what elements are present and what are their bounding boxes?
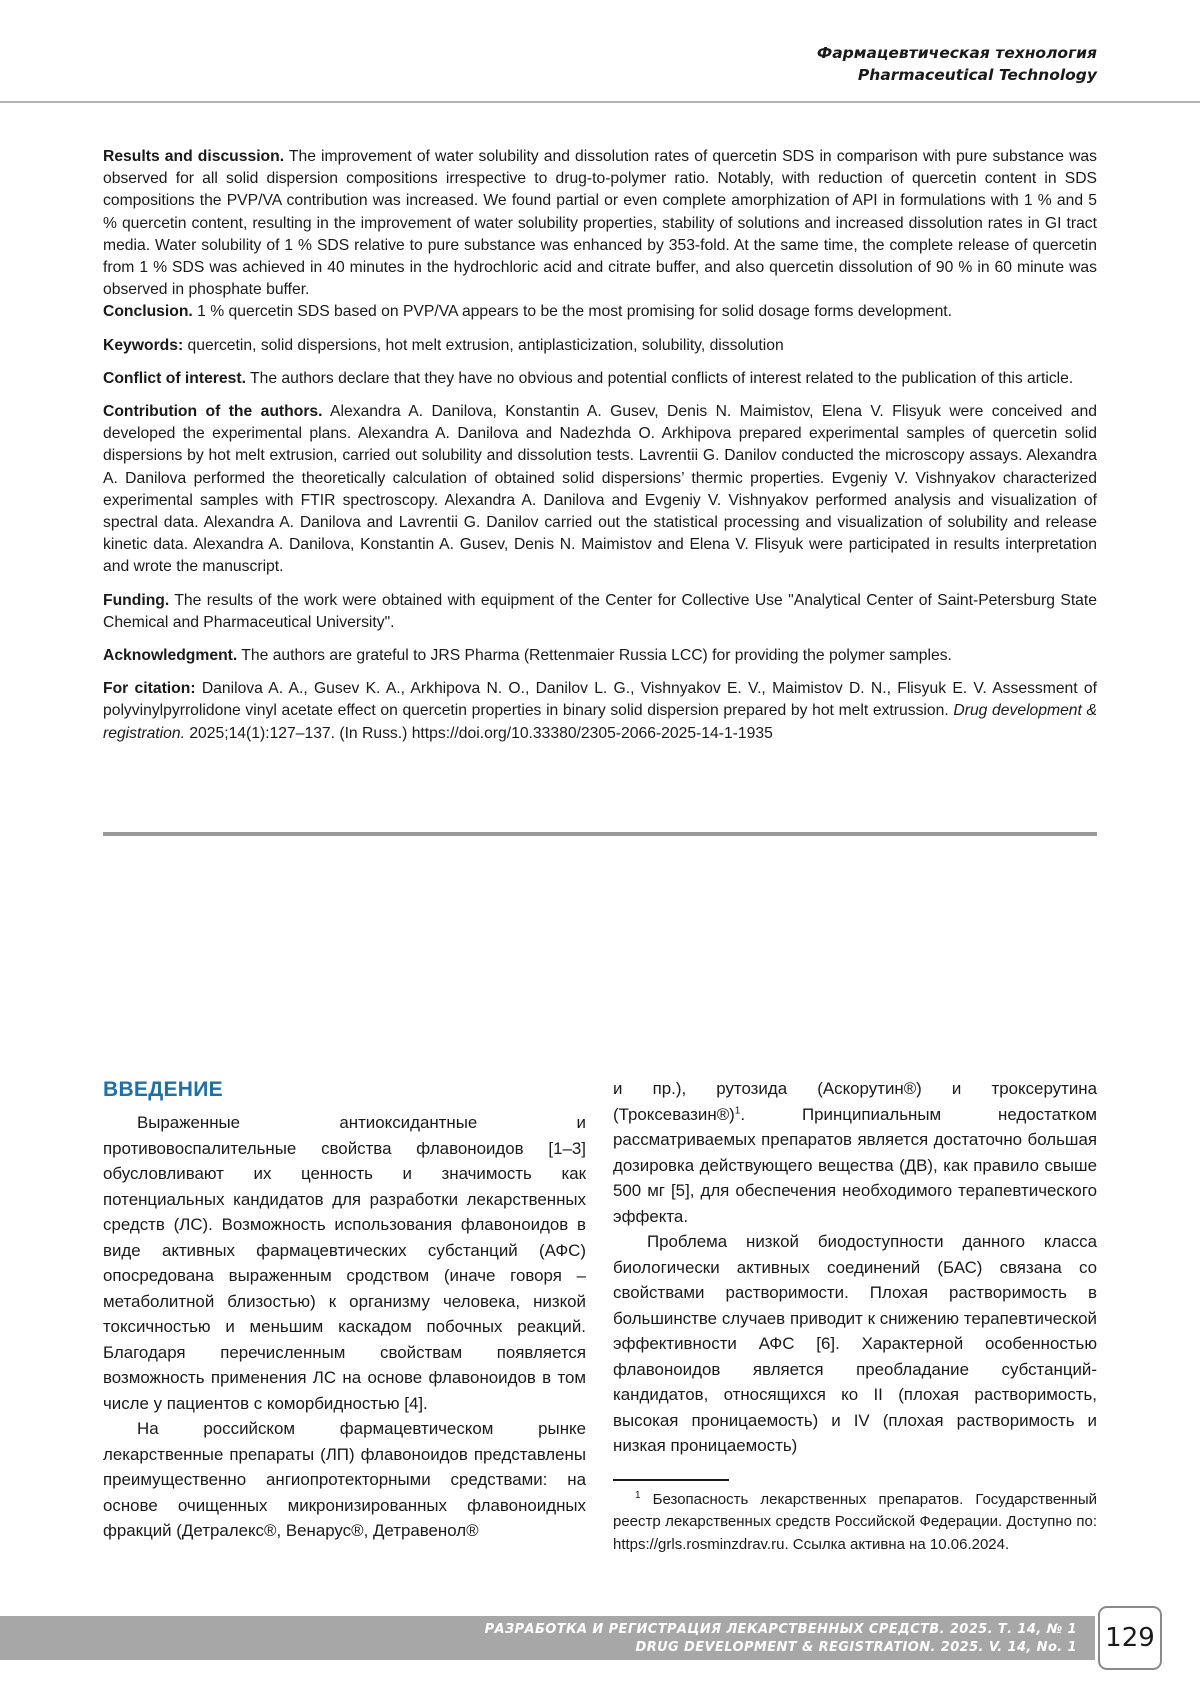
footer-journal-ru: РАЗРАБОТКА И РЕГИСТРАЦИЯ ЛЕКАРСТВЕННЫХ СРЕДСТВ. 2025. Т. 14, № 1 xyxy=(484,1622,1077,1637)
citation-journal: Drug development & registration. xyxy=(103,702,1098,742)
acknowledgment-label: Acknowledgment. xyxy=(103,647,238,665)
abstract-divider xyxy=(103,832,1097,836)
running-header xyxy=(817,42,1097,86)
intro-paragraph-2-continued xyxy=(613,1076,1097,1229)
intro-paragraph-1: Выраженные антиоксидантные и противовоспалительные свойства флавоноидов [1–3] обусловливают их ценность и значимость как потенциальных кандидатов для разработки лекарственных средств (ЛС). Возможность использования флавоноидов в виде активных фармацевтических субстанций (АФС) опосредована выраженным сродством (иначе говоря – метаболитной близостью) к организму человека, низкой токсичностью и меньшим каскадом побочных реакций. Благодаря перечисленным свойствам появляется возможность применения ЛС на основе флавоноидов в том числе у пациентов с коморбидностью [4]. xyxy=(103,1113,586,1413)
abstract-block xyxy=(103,146,1097,756)
footer-journal xyxy=(485,1621,1077,1657)
footnote-divider xyxy=(613,1479,729,1481)
body-column-right xyxy=(613,1076,1097,1556)
section-title-introduction: ВВЕДЕНИЕ xyxy=(103,1078,223,1101)
intro-paragraph-2-continued-b: . Принципиальным недостатком рассматриваемых препаратов является достаточно большая дозировка действующего вещества (ДВ), как правило свыше 500 мг [5], для обеспечения необходимого терапевтического эффекта. xyxy=(613,1104,1097,1226)
footer-journal-en: DRUG DEVELOPMENT & REGISTRATION. 2025. V. 14, No. 1 xyxy=(635,1640,1077,1655)
header-section-en: Pharmaceutical Technology xyxy=(857,66,1097,84)
footnote-reference: 1 xyxy=(734,1104,741,1116)
footnote xyxy=(613,1489,1097,1557)
conflict-paragraph xyxy=(103,368,1097,390)
conclusion-label: Conclusion. xyxy=(103,303,193,321)
conflict-text: The authors declare that they have no obvious and potential conflicts of interest related to the publication of this article. xyxy=(245,369,1074,387)
keywords-paragraph xyxy=(103,335,1097,357)
conclusion-text: 1 % quercetin SDS based on PVP/VA appears to be the most promising for solid dosage forms development. xyxy=(192,303,953,321)
footnote-paragraph xyxy=(613,1489,1097,1557)
citation-paragraph xyxy=(103,678,1097,745)
results-paragraph xyxy=(103,146,1097,301)
page-number: 129 xyxy=(1098,1606,1162,1670)
citation-label: For citation: xyxy=(103,680,196,698)
contribution-text: Alexandra A. Danilova, Konstantin A. Gusev, Denis N. Maimistov, Elena V. Flisyuk were conceived and developed the experimental plans. Alexandra A. Danilova and Nadezhda O. Arkhipova prepared experimental samples of quercetin solid dispersions by hot melt extrusion, carried out solubility and dissolution tests. Lavrentii G. Danilov conducted the microscopy assays. Alexandra A. Danilova performed the theoretically calculation of obtained solid dispersions’ thermic properties. Evgeniy V. Vishnyakov characterized experimental samples with FTIR spectroscopy. Alexandra A. Danilova and Evgeniy V. Vishnyakov performed analysis and visualization of spectral data. Alexandra A. Danilova and Lavrentii G. Danilov carried out the statistical processing and visualization of solubility and release kinetic data. Alexandra A. Danilova, Konstantin A. Gusev, Denis N. Maimistov and Elena V. Flisyuk were participated in results interpretation and wrote the manuscript. xyxy=(103,403,1097,576)
footnote-mark: 1 xyxy=(635,1489,641,1501)
results-label: Results and discussion. xyxy=(103,148,285,165)
funding-text: The results of the work were obtained with equipment of the Center for Collective Use "Analytical Center of Saint-Petersburg State Chemical and Pharmaceutical University". xyxy=(103,591,1097,631)
body-column-left xyxy=(103,1070,586,1544)
conclusion-paragraph xyxy=(103,301,1097,323)
conflict-label: Conflict of interest. xyxy=(103,369,246,387)
intro-paragraph-3: Проблема низкой биодоступности данного класса биологически активных соединений (БАС) связана со свойствами растворимости. Плохая растворимость в большинстве случаев приводит к снижению терапевтической эффективности АФС [6]. Характерной особенностью флавоноидов является преобладание субстанций-кандидатов, относящихся ко II (плохая растворимость, высокая проницаемость) и IV (плохая растворимость и низкая проницаемость) xyxy=(613,1232,1097,1455)
citation-tail: 2025;14(1):127–137. (In Russ.) https://doi.org/10.33380/2305-2066-2025-14-1-1935 xyxy=(184,724,773,742)
intro-paragraph-2-continued-a: и пр.), рутозида (Аскорутин®) и троксерутина (Троксевазин®) xyxy=(613,1079,1097,1124)
contribution-label: Contribution of the authors. xyxy=(103,403,323,421)
intro-paragraph-2: На российском фармацевтическом рынке лекарственные препараты (ЛП) флавоноидов представлены преимущественно ангиопротекторными средствами: на основе очищенных микронизированных флавоноидных фракций (Детралекс®, Венарус®, Детравенол® xyxy=(103,1419,586,1540)
acknowledgment-paragraph xyxy=(103,645,1097,667)
contribution-paragraph xyxy=(103,401,1097,579)
header-divider xyxy=(0,101,1200,103)
header-section-ru: Фармацевтическая технология xyxy=(816,44,1097,62)
citation-text: Danilova A. A., Gusev K. A., Arkhipova N. O., Danilov L. G., Vishnyakov E. V., Maimistov D. N., Flisyuk E. V. Assessment of polyvinylpyrrolidone vinyl acetate effect on quercetin properties in binary solid dispersion prepared by hot melt extrussion. xyxy=(103,680,1097,720)
results-text: The improvement of water solubility and dissolution rates of quercetin SDS in comparison with pure substance was observed for all solid dispersion compositions irrespective to drug-to-polymer ratio. Notably, with reduction of quercetin content in SDS compositions the PVP/VA contribution was increased. We found partial or even complete amorphization of API in formulations with 1 % and 5 % quercetin content, resulting in the improvement of water solubility properties, stability of solutions and increased dissolution rates in GI tract media. Water solubility of 1 % SDS relative to pure substance was enhanced by 353-fold. At the same time, the complete release of quercetin from 1 % SDS was achieved in 40 minutes in the hydrochloric acid and citrate buffer, and also quercetin dissolution of 90 % in 60 minute was observed in phosphate buffer. xyxy=(103,148,1097,299)
footnote-text: Безопасность лекарственных препаратов. Государственный реестр лекарственных средств Российской Федерации. Доступно по: https://grls.rosminzdrav.ru. Ссылка активна на 10.06.2024. xyxy=(613,1490,1097,1553)
funding-paragraph xyxy=(103,590,1097,634)
acknowledgment-text: The authors are grateful to JRS Pharma (Rettenmaier Russia LCC) for providing the polymer samples. xyxy=(237,647,952,665)
keywords-text: quercetin, solid dispersions, hot melt extrusion, antiplasticization, solubility, dissolution xyxy=(183,336,784,354)
funding-label: Funding. xyxy=(103,591,170,609)
keywords-label: Keywords: xyxy=(103,336,184,354)
